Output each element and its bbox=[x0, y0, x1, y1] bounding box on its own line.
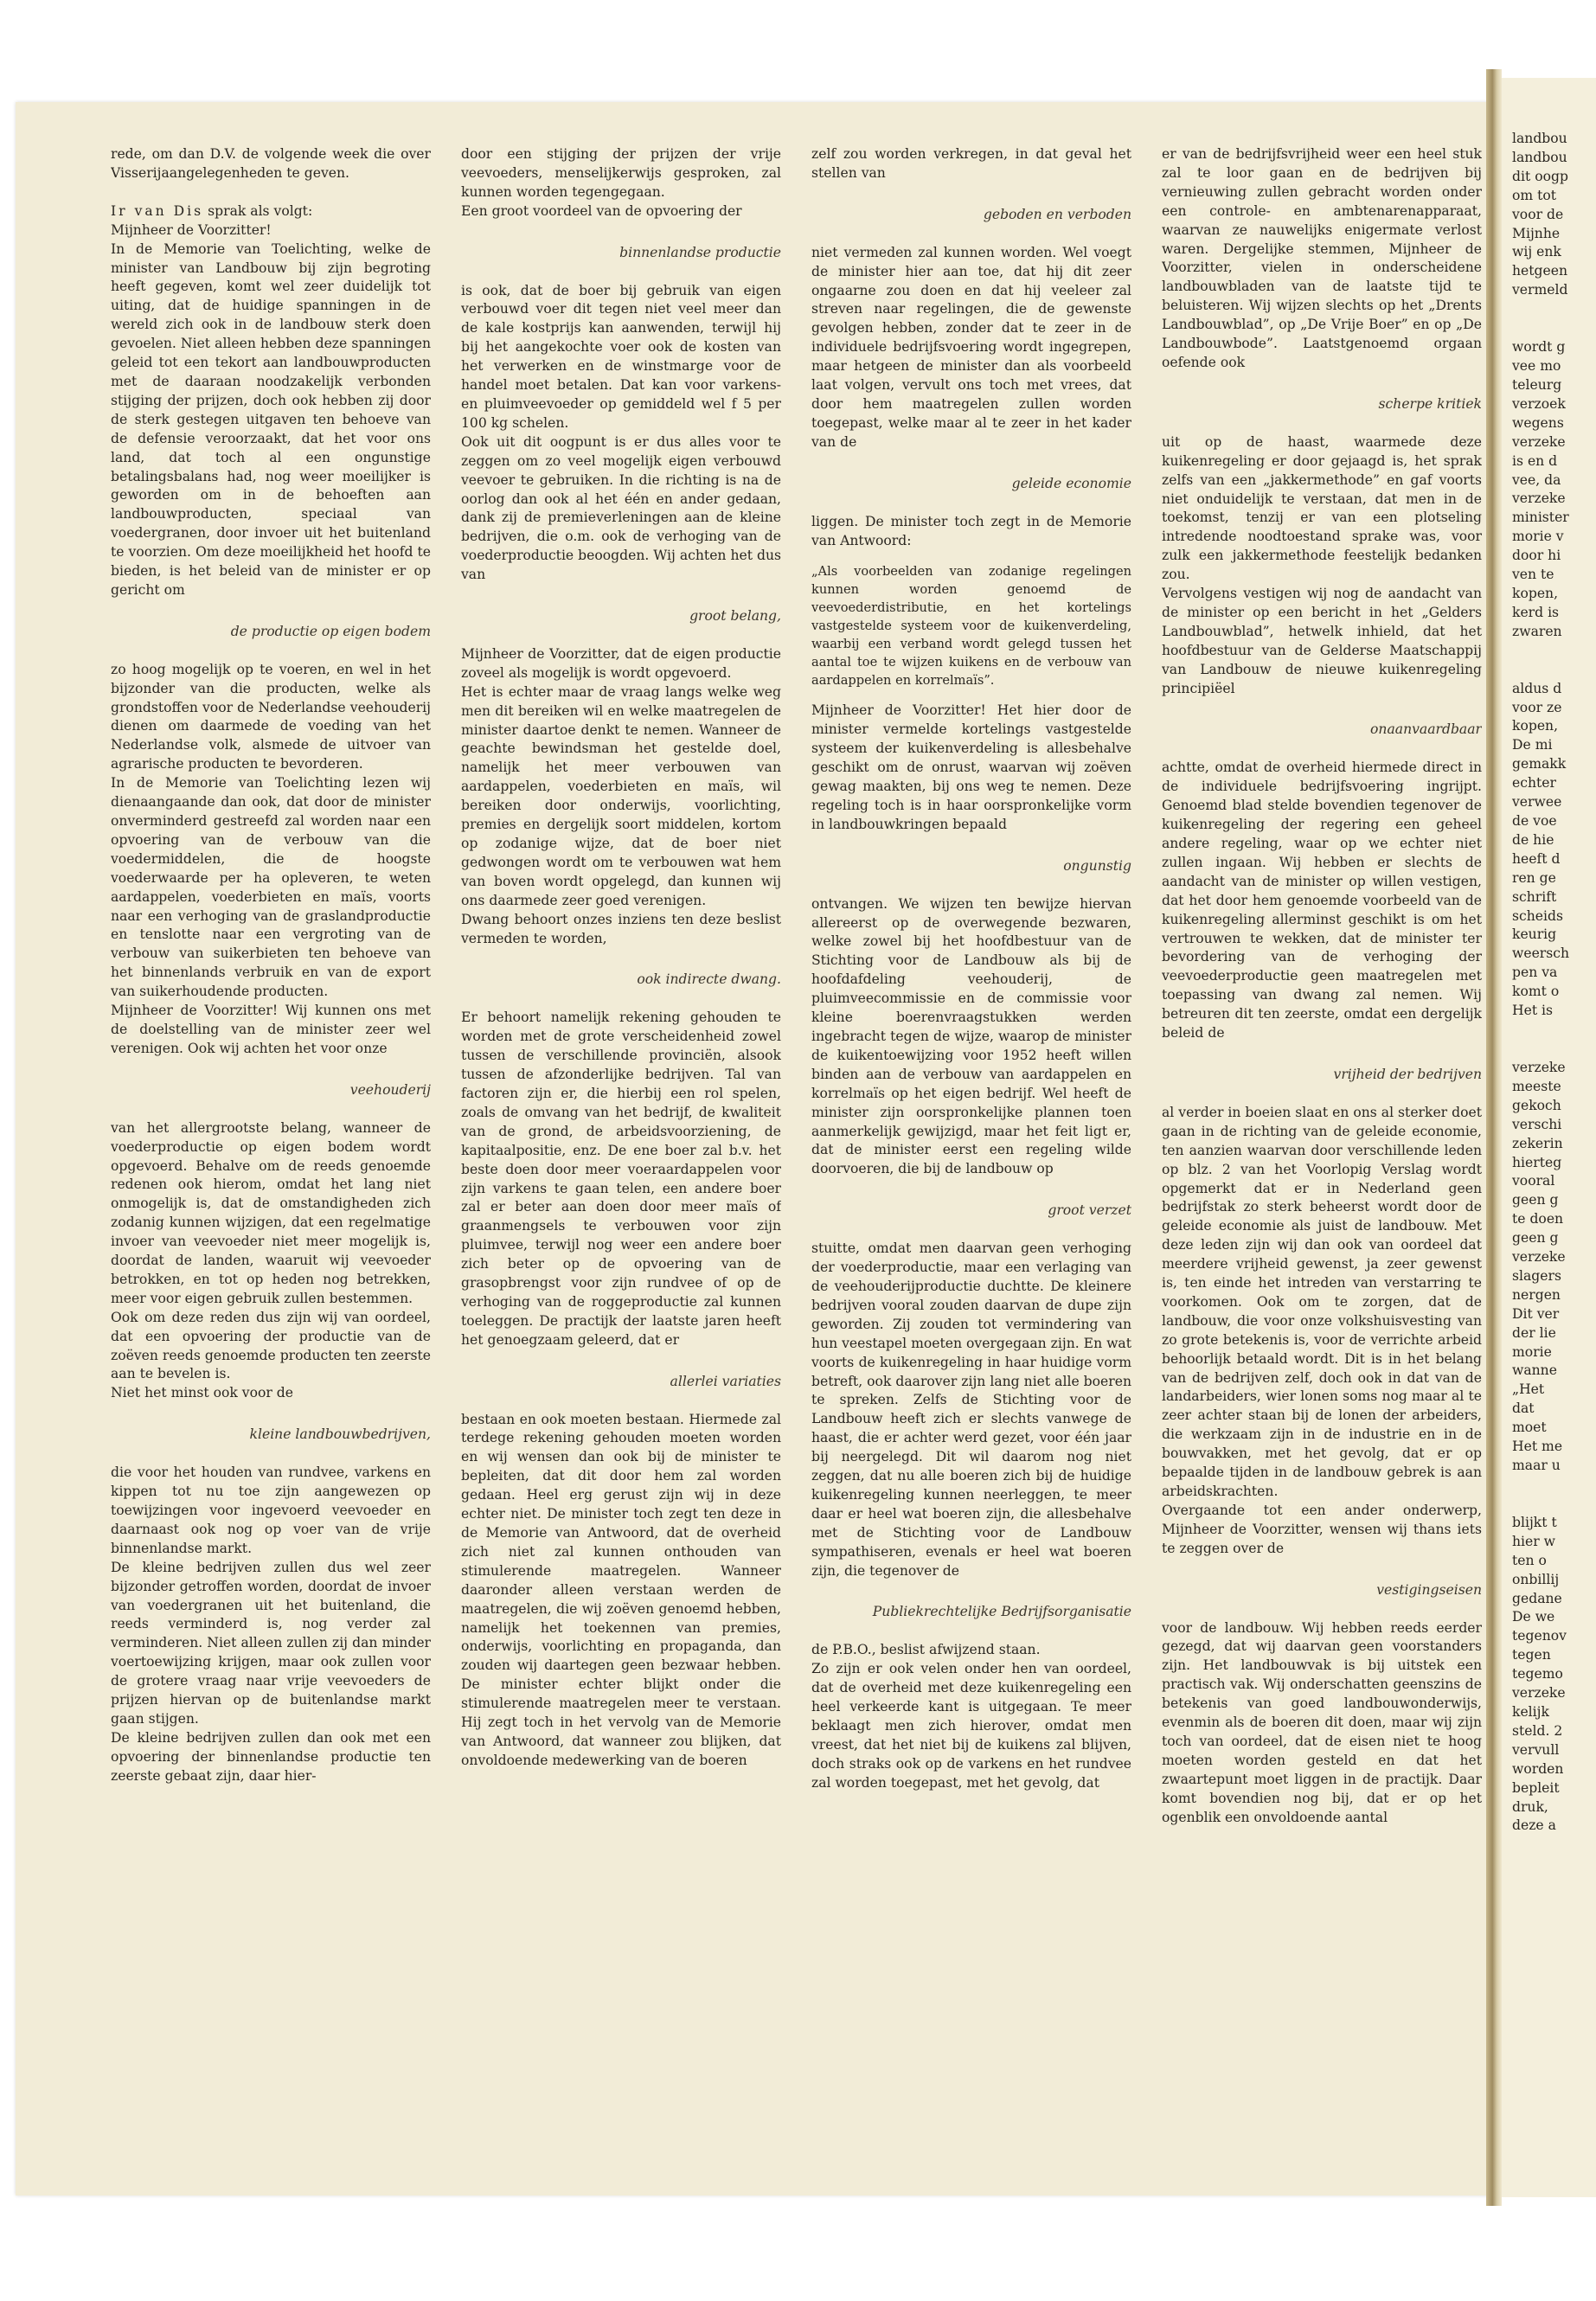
fragment-line: verzeke bbox=[1512, 433, 1566, 450]
section-heading: groot belang, bbox=[689, 608, 781, 625]
fragment-line: druk, bbox=[1512, 1798, 1548, 1815]
fragment-line: tegenov bbox=[1512, 1628, 1567, 1644]
fragment-gap bbox=[1512, 300, 1596, 338]
paragraph: Ook uit dit oogpunt is er dus alles voor te zeggen om zo veel mogelijk eigen verbouwd veevoer te gebruiken. In die richting is na de oorlog dan ook al het één en ander gedaan, dank zij de premieverleningen aan de kleine bedrijven, die o.m. ook de verhoging van de voederproductie beoogden. Wij achten het dus van bbox=[461, 433, 781, 583]
paragraph: er van de bedrijfsvrijheid weer een heel stuk zal te loor gaan en de bedrijven bij vernieuwing zullen gebracht worden onder een controle- en ambtenarenapparaat, waarvan ze nauwelijks enigermate verlost waren. Dergelijke stemmen, Mijnheer de Voorzitter, vielen in onderscheidene landbouwbladen van de laatste tijd te beluisteren. Wij wijzen slechts op het „Drents Landbouwblad”, op „De Vrije Boer” en op „De Landbouwbode”. Laatstgenoemd orgaan oefende ook bbox=[1162, 146, 1482, 370]
fragment-line: keurig bbox=[1512, 926, 1557, 943]
fragment-line: geen g bbox=[1512, 1192, 1559, 1208]
fragment-line: ven te bbox=[1512, 567, 1554, 583]
fragment-line: door hi bbox=[1512, 548, 1561, 564]
fragment-line: de voe bbox=[1512, 813, 1557, 829]
fragment-line: teleurg bbox=[1512, 376, 1562, 393]
fragment-line: verzeke bbox=[1512, 1249, 1566, 1266]
text-column-1 bbox=[111, 145, 431, 2161]
fragment-line: bepleit bbox=[1512, 1779, 1560, 1796]
fragment-line: vervull bbox=[1512, 1741, 1560, 1758]
fragment-line: schrift bbox=[1512, 888, 1557, 905]
paragraph: die voor het houden van rundvee, varkens en kippen tot nu toe zijn aangewezen op toewijzingen voor ingevoerd veevoeder en daarnaast ook nog op voer van de vrije binnenlandse markt. bbox=[111, 1465, 431, 1556]
section-heading: vrijheid der bedrijven bbox=[1333, 1066, 1482, 1082]
fragment-line: kopen, bbox=[1512, 718, 1559, 734]
paragraph: liggen. De minister toch zegt in de Memorie van Antwoord: bbox=[811, 513, 1131, 548]
section-heading: onaanvaardbaar bbox=[1370, 721, 1482, 738]
fragment-line: wanne bbox=[1512, 1362, 1557, 1379]
fragment-line: verzeke bbox=[1512, 1059, 1566, 1075]
fragment-line: om tot bbox=[1512, 187, 1557, 203]
fragment-line: worden bbox=[1512, 1760, 1564, 1777]
fragment-line: weersch bbox=[1512, 945, 1570, 962]
fragment-line: dit oogp bbox=[1512, 168, 1568, 184]
paragraph: van het allergrootste belang, wanneer de voederproductie op eigen bodem wordt opgevoerd. Behalve om de reeds genoemde redenen ook hierom, omdat het lang niet onmogelijk is, dat de omstandigheden zich zodanig kunnen wijzigen, dat een regelmatige invoer van veevoeder niet meer mogelijk is, doordat de landen, waaruit wij veevoeder betrokken, en tot op heden nog betrekken, meer voor eigen gebruik zullen bestemmen. bbox=[111, 1119, 431, 1306]
fragment-line: hierteg bbox=[1512, 1154, 1562, 1170]
paragraph: de P.B.O., beslist afwijzend staan. bbox=[811, 1642, 1041, 1658]
fragment-line: verschi bbox=[1512, 1116, 1562, 1132]
fragment-line: kelijk bbox=[1512, 1703, 1549, 1720]
paragraph: Mijnheer de Voorzitter, dat de eigen productie zoveel als mogelijk is wordt opgevoerd. bbox=[461, 645, 781, 681]
fragment-line: is en d bbox=[1512, 452, 1558, 469]
fragment-line: ten o bbox=[1512, 1552, 1547, 1568]
fragment-line: Mijnhe bbox=[1512, 225, 1561, 241]
fragment-line: gekoch bbox=[1512, 1097, 1561, 1113]
fragment-line: scheids bbox=[1512, 907, 1563, 924]
paragraph: bestaan en ook moeten bestaan. Hiermede zal terdege rekening gehouden moeten worden en wij wensen dan ook bij de minister te bepleiten, dat dit door hem zal worden gedaan. Heel erg gerust zijn wij in deze echter niet. De minister toch zegt ten deze in de Memorie van Antwoord, dat de overheid zich niet zal kunnen onthouden van stimulerende maatregelen. Wanneer daaronder alleen verstaan werden de maatregelen, die wij zoëven genoemd hebben, namelijk het toekennen van premies, onderwijs, voorlichting en propaganda, dan zouden wij daartegen geen bezwaar hebben. De minister echter blijkt onder die stimulerende maatregelen meer te verstaan. Hij zegt toch in het vervolg van de Memorie van Antwoord, dat wanneer zou blijken, dat onvoldoende medewerking van de boeren bbox=[461, 1411, 781, 1768]
fragment-line: moet bbox=[1512, 1420, 1547, 1436]
fragment-gap bbox=[1512, 642, 1596, 680]
fragment-line: „Het bbox=[1512, 1381, 1545, 1398]
section-heading: kleine landbouwbedrijven, bbox=[249, 1426, 431, 1443]
section-heading: ook indirecte dwang. bbox=[637, 971, 781, 988]
paragraph-gap bbox=[111, 183, 431, 202]
text-column-3 bbox=[811, 145, 1131, 2161]
paragraph: niet vermeden zal kunnen worden. Wel voegt de minister hier aan toe, dat hij dit zeer ongaarne zou doen en dat hij veeleer zal streven naar regelingen, die de gewenste gevolgen hebben, zonder dat te zeer in de individuele bedrijfsvoering wordt ingegrepen, maar hetgeen de minister dan als voorbeeld laat volgen, vervult ons toch met vrees, dat door hem maatregelen zullen worden toegepast, welke maar al te zeer in het kader van de bbox=[811, 244, 1131, 450]
fragment-line: verzoek bbox=[1512, 395, 1566, 412]
paragraph: De kleine bedrijven zullen dan ook met een opvoering der binnenlandse productie ten zeerste gebaat zijn, daar hier- bbox=[111, 1729, 431, 1784]
paragraph: In de Memorie van Toelichting lezen wij dienaangaande dan ook, dat door de minister onverminderd gestreefd zal worden naar een opvoering van de verbouw van die voedermiddelen, die de hoogste voederwaarde per ha opleveren, te weten aardappelen, voederbieten en maïs, voorts naar een verhoging van de graslandproductie en tenslotte naar een vergroting van de verbouw van suikerbieten ten behoeve van het binnenlands verbruik en van de export van suikerhoudende producten. bbox=[111, 775, 431, 1000]
paragraph: Vervolgens vestigen wij nog de aandacht van de minister op een bericht in het „Gelders Landbouwblad”, hetwelk inhield, dat het hoofdbestuur van de Gelderse Maatschappij van Landbouw de nieuwe kuikenregeling principiëel bbox=[1162, 586, 1482, 696]
fragment-line: verwee bbox=[1512, 794, 1562, 811]
section-heading: geleide economie bbox=[1011, 475, 1131, 491]
page-spine bbox=[1486, 69, 1502, 2206]
fragment-line: der lie bbox=[1512, 1324, 1556, 1341]
fragment-line: onbillij bbox=[1512, 1571, 1560, 1587]
fragment-line: hier w bbox=[1512, 1533, 1556, 1549]
fragment-line: hetgeen bbox=[1512, 263, 1568, 279]
fragment-line: kopen, bbox=[1512, 585, 1559, 601]
fragment-line: De mi bbox=[1512, 737, 1553, 753]
fragment-line: verzeke bbox=[1512, 490, 1566, 507]
fragment-line: te doen bbox=[1512, 1211, 1564, 1227]
fragment-line: deze a bbox=[1512, 1817, 1556, 1834]
speaker-name: Ir van Dis bbox=[111, 202, 204, 219]
paragraph: Mijnheer de Voorzitter! Wij kunnen ons met de doelstelling van de minister zeer wel verenigen. Ook wij achten het voor onze bbox=[111, 1003, 431, 1056]
fragment-line: aldus d bbox=[1512, 680, 1562, 696]
text-column-4 bbox=[1162, 145, 1482, 2161]
fragment-line: landbou bbox=[1512, 131, 1567, 146]
section-heading: groot verzet bbox=[1048, 1202, 1131, 1219]
fragment-line: gedane bbox=[1512, 1590, 1562, 1606]
fragment-gap bbox=[1512, 1021, 1596, 1059]
fragment-line: Dit ver bbox=[1512, 1305, 1560, 1322]
adjacent-page bbox=[1502, 78, 1596, 2197]
section-heading: veehouderij bbox=[349, 1081, 431, 1098]
paragraph: Een groot voordeel van de opvoering der bbox=[461, 202, 742, 219]
paragraph: zo hoog mogelijk op te voeren, en wel in het bijzonder van die producten, welke als grondstoffen voor de Nederlandse veehouderij dienen om daarmede de voeding van het Nederlandse volk, alsmede de uitvoer van agrarische producten te bevorderen. bbox=[111, 661, 431, 772]
section-heading: de productie op eigen bodem bbox=[230, 623, 431, 639]
fragment-line: De we bbox=[1512, 1609, 1555, 1625]
paragraph: Overgaande tot een ander onderwerp, Mijnheer de Voorzitter, wensen wij thans iets te zeggen over de bbox=[1162, 1502, 1482, 1556]
fragment-line: komt o bbox=[1512, 984, 1560, 1000]
section-heading: scherpe kritiek bbox=[1378, 395, 1482, 412]
fragment-line: voor ze bbox=[1512, 699, 1562, 715]
fragment-line: vooral bbox=[1512, 1173, 1555, 1189]
paragraph: zelf zou worden verkregen, in dat geval het stellen van bbox=[811, 146, 1131, 181]
paragraph: Dwang behoort onzes inziens ten deze beslist vermeden te worden, bbox=[461, 911, 781, 946]
fragment-line: zekerin bbox=[1512, 1135, 1563, 1151]
fragment-gap bbox=[1512, 1476, 1596, 1514]
paragraph: voor de landbouw. Wij hebben reeds eerder gezegd, dat wij daarvan geen voorstanders zijn. Het landbouwvak is bij uitstek een practisch vak. Wij onderschatten geenszins de betekenis van goed landbouwonderwijs, evenmin als de boeren dit doen, maar wij zijn toch van oordeel, dat de eisen niet te hoog moeten worden gesteld en dat het zwaartepunt moet liggen in de practijk. Daar komt bovendien nog bij, dat er op het ogenblik een onvoldoende aantal bbox=[1162, 1619, 1482, 1825]
section-heading: binnenlandse productie bbox=[619, 244, 781, 260]
fragment-line: zwaren bbox=[1512, 623, 1562, 639]
fragment-line: gemakk bbox=[1512, 756, 1567, 772]
section-heading: ongunstig bbox=[1063, 857, 1131, 874]
fragment-line: tegemo bbox=[1512, 1666, 1563, 1682]
paragraph: Mijnheer de Voorzitter! bbox=[111, 221, 272, 238]
fragment-line: wij enk bbox=[1512, 244, 1561, 260]
paragraph: rede, om dan D.V. de volgende week die over Visserijaangelegenheden te geven. bbox=[111, 146, 431, 181]
fragment-line: pen va bbox=[1512, 965, 1558, 981]
paragraph: Ook om deze reden dus zijn wij van oordeel, dat een opvoering der productie van de zoëven reeds genoemde producten ten zeerste aan te bevelen is. bbox=[111, 1309, 431, 1382]
paragraph: achtte, omdat de overheid hiermede direct in de individuele bedrijfsvoering ingrijpt. Genoemd blad stelde bovendien tegenover de kuikenregeling der regering een geheel andere regeling, waar op we echter niet zullen ingaan. Wij hebben er slechts de aandacht van de minister op willen vestigen, dat het door hem genoemde voorbeeld van de kuikenregeling allerminst geschikt is om het vertrouwen te wekken, dat de minister ter bevordering van de verhoging der veevoederproductie geen maatregelen met toepassing van dwang zal nemen. Wij betreuren dit ten zeerste, omdat een dergelijk beleid de bbox=[1162, 760, 1482, 1042]
fragment-line: maar u bbox=[1512, 1458, 1561, 1473]
paragraph: Er behoort namelijk rekening gehouden te worden met de grote verscheidenheid zowel tussen de verschillende provinciën, alsook tussen de afzonderlijke bedrijven. Tal van factoren zijn er, die hierbij een rol spelen, zoals de omvang van het bedrijf, de kwaliteit van de grond, de arbeidsvoorziening, de kapitaalpositie, enz. De ene boer zal b.v. het beste doen door meer voeraardappelen voor zijn varkens te gaan telen, een andere boer zal er beter aan doen door meer maïs of graanmengsels te verbouwen voor zijn pluimvee, terwijl nog weer een andere boer zich beter op de opvoering van de grasopbrengst voor zijn rundvee of op de verhoging van de roggeproductie zal kunnen toeleggen. De practijk der laatste jaren heeft het genoegzaam geleerd, dat er bbox=[461, 1009, 781, 1348]
fragment-line: tegen bbox=[1512, 1647, 1551, 1663]
paragraph: In de Memorie van Toelichting, welke de minister van Landbouw bij zijn begroting heeft gegeven, komt wel zeer duidelijk tot uiting, dat de huidige spanningen in de wereld zich ook in de landbouw sterk doen gevoelen. Niet alleen hebben deze spanningen geleid tot een tekort aan landbouwproducten met de daaraan noodzakelijk verbonden stijging der prijzen, doch ook hebben zij door de sterk gestegen uitgaven ten behoeve van de defensie veroorzaakt, dat het voor ons land, dat toch al een ongunstige betalingsbalans had, nog weer moeilijker is geworden om in de behoeften aan landbouwproducten, speciaal van voedergranen, door invoer uit het buitenland te voorzien. Om deze moeilijkheid het hoofd te bieden, is het beleid van de minister er op gericht om bbox=[111, 240, 431, 598]
fragment-line: vee, da bbox=[1512, 471, 1561, 488]
paragraph: stuitte, omdat men daarvan geen verhoging der voederproductie, maar een verlaging van de veehouderijproductie duchtte. De kleinere bedrijven vooral zouden daarvan de dupe zijn geworden. Zij zouden tot vermindering van hun veestapel moeten overgegaan zijn. En wat voorts de kuikenregeling in haar huidige vorm betreft, ook daarover zijn lang niet alle boeren te spreken. Zelfs de Stichting voor de Landbouw heeft zich er slechts vanwege de haast, die er achter werd gezet, voor één jaar bij neergelegd. Dit wil daarom nog niet zeggen, dat nu alle boeren zich bij de huidige kuikenregeling kunnen neerleggen, te meer daar er heel wat boeren zijn, die allesbehalve met de Stichting voor de Landbouw sympathiseren, evenals er heel wat boeren zijn, die tegenover de bbox=[811, 1240, 1131, 1579]
section-heading: Publiekrechtelijke Bedrijfsorganisatie bbox=[872, 1604, 1131, 1620]
fragment-line: steld. 2 bbox=[1512, 1722, 1563, 1739]
fragment-line: wegens bbox=[1512, 414, 1564, 431]
paragraph: De kleine bedrijven zullen dus wel zeer bijzonder getroffen worden, doordat de invoer van voedergranen uit het buitenland, die reeds verminderd is, nog verder zal verminderen. Niet alleen zullen zij dan minder voertoewijzing krijgen, maar ook zullen voor de grotere vraag naar vrije veevoeders de prijzen hiervan op de buitenlandse markt gaan stijgen. bbox=[111, 1559, 431, 1727]
paragraph: uit op de haast, waarmede deze kuikenregeling er door gejaagd is, het sprak zelfs van een „jakkermethode” en gaf voorts niet onduidelijk te verstaan, dat men in de toekomst, tenzij er van een plotseling intredende noodtoestand sprake was, voor zulk een jakkermethode feestelijk bedanken zou. bbox=[1162, 433, 1482, 583]
fragment-line: slagers bbox=[1512, 1267, 1561, 1284]
paragraph: door een stijging der prijzen der vrije veevoeders, menselijkerwijs gesproken, zal kunnen worden tegengegaan. bbox=[461, 146, 781, 200]
fragment-line: meeste bbox=[1512, 1078, 1561, 1094]
fragment-line: nergen bbox=[1512, 1286, 1561, 1303]
fragment-line: heeft d bbox=[1512, 850, 1561, 867]
paragraph: Niet het minst ook voor de bbox=[111, 1385, 294, 1401]
fragment-line: wordt g bbox=[1512, 339, 1566, 356]
section-heading: allerlei variaties bbox=[670, 1373, 781, 1389]
quotation: „Als voorbeelden van zodanige regelingen kunnen worden genoemd de veevoederdistributie, en het kortelings vastgestelde systeem voor de kuikenverdeling, waarbij een verband wordt gelegd tussen het aantal toe te wijzen kuikens en de verbouw van aardappelen en korrelmaïs”. bbox=[811, 564, 1131, 689]
text-column-2 bbox=[461, 145, 781, 2161]
fragment-line: echter bbox=[1512, 775, 1556, 792]
fragment-line: de hie bbox=[1512, 831, 1554, 848]
fragment-line: geen g bbox=[1512, 1230, 1559, 1247]
speaker-intro: sprak als volgt: bbox=[203, 202, 313, 219]
paragraph: Zo zijn er ook velen onder hen van oordeel, dat de overheid met deze kuikenregeling een heel verkeerde kant is uitgegaan. Te meer beklaagt men zich hierover, omdat men vreest, dat het niet bij de kuikens zal blijven, doch straks ook op de varkens en het rundvee zal worden toegepast, met het gevolg, dat bbox=[811, 1661, 1131, 1791]
paragraph: Het is echter maar de vraag langs welke weg men dit bereiken wil en welke maatregelen de minister daartoe denkt te nemen. Wanneer de geachte bewindsman het gestelde doel, namelijk het meer verbouwen van aardappelen, voederbieten en maïs, wil bereiken door onderwijs, voorlichting, premies en dergelijk soort middelen, kortom op zodanige wijze, dat de boer niet gedwongen wordt om te verbouwen wat hem van boven wordt opgelegd, dan kunnen wij ons daarmede zeer goed verenigen. bbox=[461, 683, 781, 908]
paragraph: al verder in boeien slaat en ons al sterker doet gaan in de richting van de geleide economie, ten aanzien waarvan door verschillende leden op blz. 2 van het Voorlopig Verslag wordt opgemerkt dat er in Nederland geen bedrijfstak zo sterk beheerst wordt door de geleide economie als juist de landbouw. Met deze leden zijn wij dan ook van oordeel dat meerdere vrijheid gewenst, ja zeer gewenst is, ten einde het intreden van verstarring te voorkomen. Ook om te zorgen, dat de landbouw, die voor onze volkshuisvesting van zo grote betekenis is, voor de verrichte arbeid behoorlijk betaald wordt. Dit is in het belang van de bedrijven zelf, doch ook in dat van de landarbeiders, wier lonen soms nog maar al te zeer achter staan bij de lonen der arbeiders, die werkzaam zijn in de industrie en in de bouwvakken, met het gevolg, dat er op bepaalde tijden in de landbouw gebrek is aan arbeidskrachten. bbox=[1162, 1104, 1482, 1499]
fragment-line: morie v bbox=[1512, 529, 1564, 545]
fragment-line: ren ge bbox=[1512, 869, 1556, 886]
fragment-line: voor de bbox=[1512, 206, 1564, 222]
section-heading: vestigingseisen bbox=[1376, 1581, 1482, 1598]
paragraph: is ook, dat de boer bij gebruik van eigen verbouwd voer dit tegen niet veel meer dan de kale kostprijs kan aanwenden, terwijl hij bij het aangekochte voer ook de kosten van het verwerken en de winstmarge voor de handel moet betalen. Dat kan voor varkens- en pluimveevoeder op gemiddeld wel f 5 per 100 kg schelen. bbox=[461, 282, 781, 431]
fragment-line: kerd is bbox=[1512, 604, 1560, 620]
fragment-line: morie bbox=[1512, 1343, 1552, 1360]
section-heading: geboden en verboden bbox=[983, 206, 1131, 222]
fragment-line: vermeld bbox=[1512, 282, 1568, 298]
fragment-line: vee mo bbox=[1512, 358, 1561, 375]
adjacent-page-text bbox=[1512, 130, 1596, 1836]
fragment-line: verzeke bbox=[1512, 1685, 1566, 1702]
fragment-line: blijkt t bbox=[1512, 1514, 1557, 1530]
fragment-line: Het me bbox=[1512, 1439, 1563, 1455]
fragment-line: Het is bbox=[1512, 1003, 1554, 1019]
paragraph: ontvangen. We wijzen ten bewijze hiervan allereerst op de overwegende bezwaren, welke zowel bij het hoofdbestuur van de Stichting voor de Landbouw als bij de hoofdafdeling veehouderij, de pluimveecommissie en de commissie voor kleine boerenvraagstukken werden ingebracht tegen de wijze, waarop de minister de kuikentoewijzing voor 1952 heeft willen binden aan de verbouw van aardappelen en korrelmaïs op het eigen bedrijf. Wel heeft de minister zijn oorspronkelijke plannen toen aanmerkelijk gewijzigd, maar het feit ligt er, dat de minister eerst een regeling wilde doorvoeren, die bij de landbouw op bbox=[811, 895, 1131, 1177]
speaker-line bbox=[111, 202, 431, 221]
paragraph: Mijnheer de Voorzitter! Het hier door de minister vermelde kortelings vastgestelde systeem der kuikenverdeling is allesbehalve geschikt om de onrust, waarvan wij zoëven gewag maakten, bij ons weg te nemen. Deze regeling toch is in haar oorspronkelijke vorm in landbouwkringen bepaald bbox=[811, 702, 1131, 832]
fragment-line: landbou bbox=[1512, 149, 1567, 165]
fragment-line: dat bbox=[1512, 1400, 1535, 1417]
fragment-line: minister bbox=[1512, 510, 1569, 526]
